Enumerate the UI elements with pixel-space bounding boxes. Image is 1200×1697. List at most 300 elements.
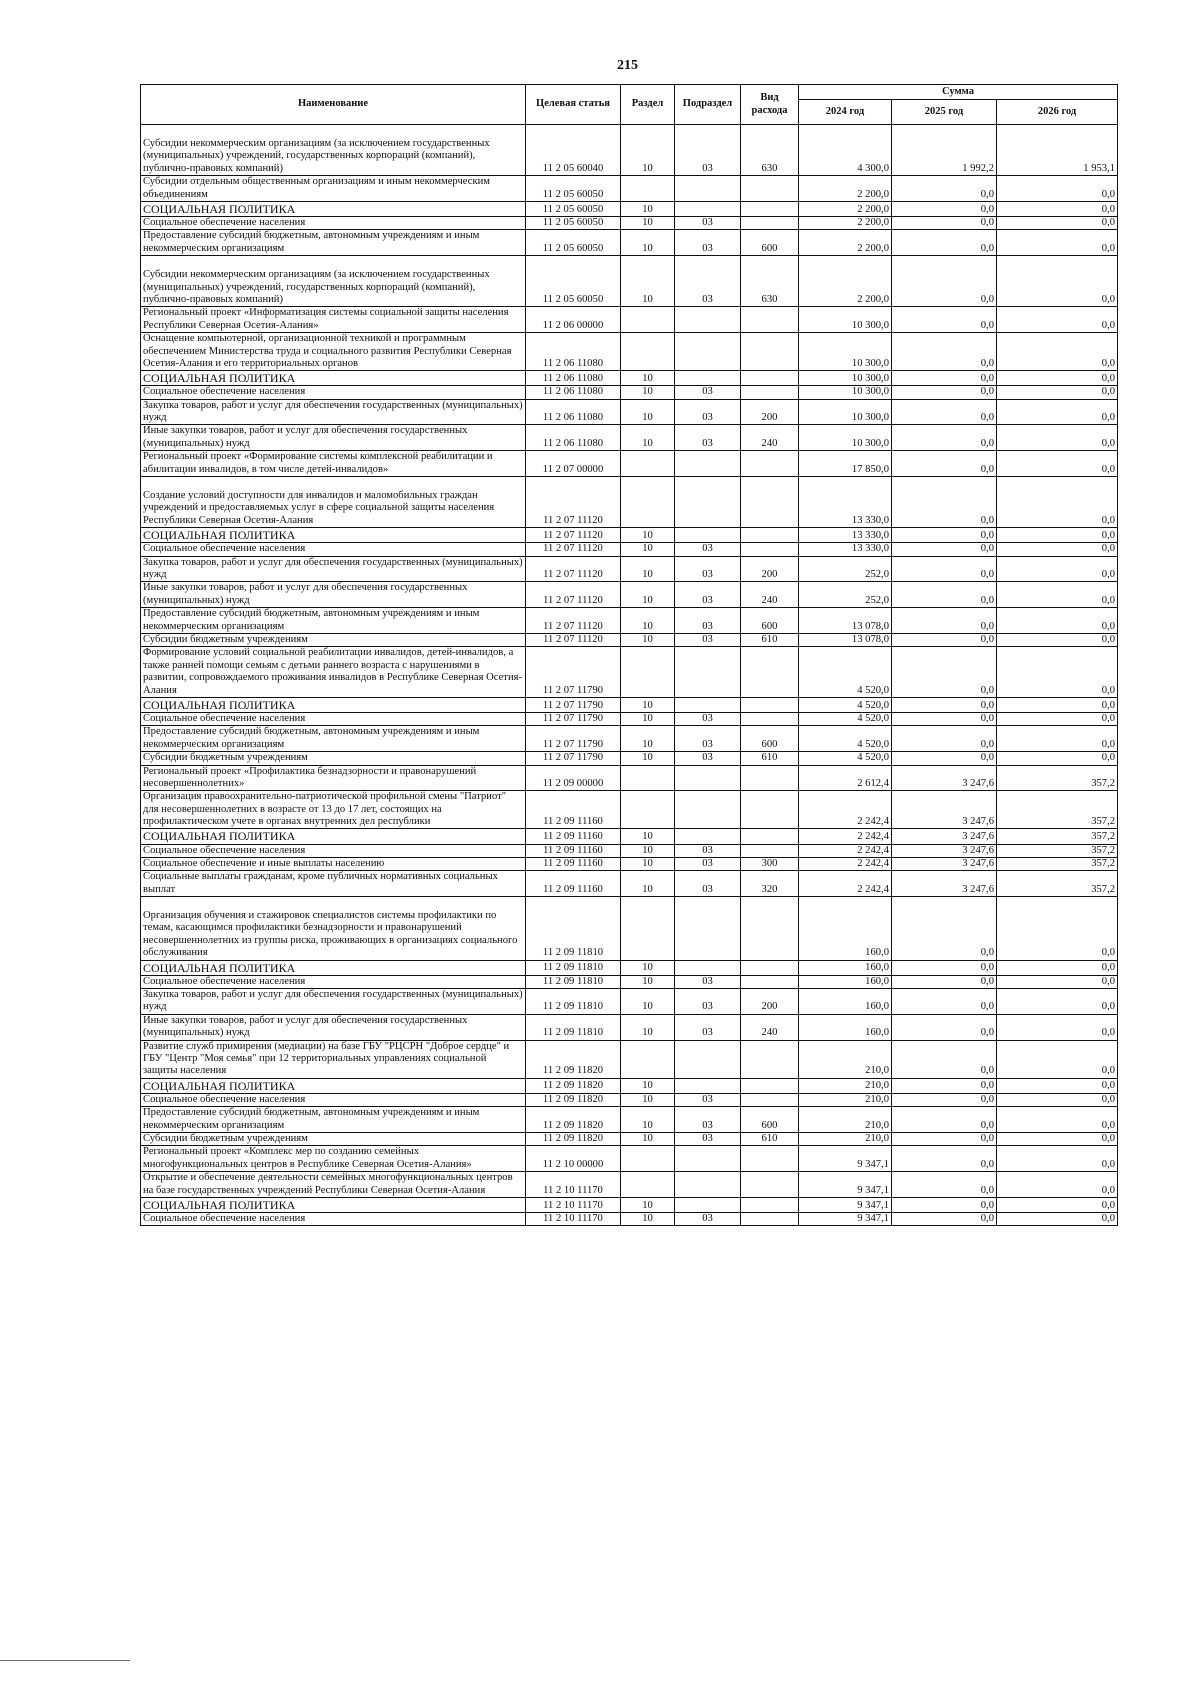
footer-rule [0, 1660, 130, 1661]
cell-2026: 0,0 [997, 1107, 1118, 1133]
budget-table-body [141, 125, 1118, 1226]
cell-target: 11 2 07 11120 [526, 633, 621, 646]
cell-section: 10 [621, 989, 675, 1015]
cell-expense [741, 1212, 799, 1225]
cell-target: 11 2 07 11120 [526, 543, 621, 556]
cell-subsection [675, 791, 741, 829]
cell-target: 11 2 07 11790 [526, 752, 621, 765]
cell-2025: 0,0 [892, 528, 997, 543]
cell-target: 11 2 05 60040 [526, 125, 621, 176]
cell-section: 10 [621, 857, 675, 870]
cell-expense [741, 697, 799, 712]
cell-expense: 610 [741, 1133, 799, 1146]
cell-2024: 210,0 [799, 1093, 892, 1106]
cell-2025: 0,0 [892, 425, 997, 451]
cell-section [621, 791, 675, 829]
cell-name: Социальное обеспечение населения [141, 844, 526, 857]
cell-2024: 2 200,0 [799, 201, 892, 216]
cell-name: Предоставление субсидий бюджетным, автономным учреждениям и иным некоммерческим организациям [141, 230, 526, 256]
cell-2025: 0,0 [892, 556, 997, 582]
cell-2024: 2 200,0 [799, 230, 892, 256]
cell-expense [741, 897, 799, 961]
header-year-2025: 2025 год [892, 100, 997, 125]
header-name: Наименование [141, 85, 526, 125]
cell-name: Иные закупки товаров, работ и услуг для обеспечения государственных (муниципальных) нужд [141, 1014, 526, 1040]
cell-2025: 0,0 [892, 386, 997, 399]
cell-expense [741, 791, 799, 829]
cell-2026: 0,0 [997, 752, 1118, 765]
cell-expense: 200 [741, 556, 799, 582]
cell-2026: 0,0 [997, 975, 1118, 988]
cell-2026: 0,0 [997, 712, 1118, 725]
cell-expense: 320 [741, 871, 799, 897]
cell-section: 10 [621, 697, 675, 712]
cell-2024: 2 200,0 [799, 216, 892, 229]
cell-2024: 160,0 [799, 989, 892, 1015]
table-row [141, 1078, 1118, 1093]
cell-2025: 0,0 [892, 307, 997, 333]
cell-section: 10 [621, 975, 675, 988]
cell-expense [741, 1078, 799, 1093]
cell-section [621, 1172, 675, 1198]
cell-expense: 610 [741, 633, 799, 646]
cell-section: 10 [621, 543, 675, 556]
cell-2026: 357,2 [997, 765, 1118, 791]
table-row [141, 543, 1118, 556]
cell-2025: 0,0 [892, 371, 997, 386]
cell-subsection: 03 [675, 425, 741, 451]
cell-name: Закупка товаров, работ и услуг для обеспечения государственных (муниципальных) нужд [141, 556, 526, 582]
cell-expense [741, 975, 799, 988]
cell-section: 10 [621, 201, 675, 216]
cell-2025: 0,0 [892, 399, 997, 425]
cell-expense [741, 844, 799, 857]
table-row [141, 371, 1118, 386]
table-row [141, 1197, 1118, 1212]
table-row [141, 871, 1118, 897]
cell-section [621, 307, 675, 333]
cell-target: 11 2 06 00000 [526, 307, 621, 333]
cell-section: 10 [621, 425, 675, 451]
cell-2024: 2 242,4 [799, 857, 892, 870]
cell-expense [741, 386, 799, 399]
table-row [141, 425, 1118, 451]
cell-subsection [675, 960, 741, 975]
cell-2026: 0,0 [997, 1093, 1118, 1106]
cell-name: СОЦИАЛЬНАЯ ПОЛИТИКА [141, 829, 526, 844]
table-row [141, 386, 1118, 399]
cell-2026: 0,0 [997, 697, 1118, 712]
cell-subsection: 03 [675, 712, 741, 725]
cell-2024: 10 300,0 [799, 371, 892, 386]
cell-subsection [675, 697, 741, 712]
cell-name: Субсидии бюджетным учреждениям [141, 633, 526, 646]
cell-expense: 610 [741, 752, 799, 765]
cell-2025: 0,0 [892, 1093, 997, 1106]
cell-target: 11 2 10 11170 [526, 1172, 621, 1198]
cell-target: 11 2 07 11120 [526, 608, 621, 634]
cell-subsection: 03 [675, 1212, 741, 1225]
cell-2026: 0,0 [997, 1197, 1118, 1212]
cell-2024: 2 242,4 [799, 829, 892, 844]
cell-target: 11 2 09 11810 [526, 989, 621, 1015]
cell-2024: 13 078,0 [799, 608, 892, 634]
header-subsection: Подраздел [675, 85, 741, 125]
cell-2026: 357,2 [997, 829, 1118, 844]
cell-2025: 0,0 [892, 1014, 997, 1040]
cell-2024: 10 300,0 [799, 425, 892, 451]
cell-section: 10 [621, 1107, 675, 1133]
cell-2026: 0,0 [997, 647, 1118, 698]
cell-subsection: 03 [675, 633, 741, 646]
table-row [141, 477, 1118, 528]
cell-name: СОЦИАЛЬНАЯ ПОЛИТИКА [141, 1078, 526, 1093]
cell-2025: 0,0 [892, 201, 997, 216]
cell-expense [741, 201, 799, 216]
cell-section: 10 [621, 1014, 675, 1040]
cell-2025: 0,0 [892, 752, 997, 765]
cell-2024: 4 520,0 [799, 712, 892, 725]
cell-name: Субсидии отдельным общественным организациям и иным некоммерческим объединениям [141, 176, 526, 202]
cell-2024: 9 347,1 [799, 1172, 892, 1198]
cell-target: 11 2 09 11160 [526, 871, 621, 897]
table-row [141, 1107, 1118, 1133]
cell-name: Иные закупки товаров, работ и услуг для обеспечения государственных (муниципальных) нужд [141, 582, 526, 608]
table-row [141, 857, 1118, 870]
cell-name: Организация правоохранительно-патриотической профильной смены "Патриот" для несовершеннолетних в возрасте от 13 до 17 лет, состоящих на профилактическом учете в органах внутренних дел республики [141, 791, 526, 829]
cell-name: СОЦИАЛЬНАЯ ПОЛИТИКА [141, 960, 526, 975]
cell-2025: 3 247,6 [892, 829, 997, 844]
cell-expense: 240 [741, 425, 799, 451]
cell-expense: 300 [741, 857, 799, 870]
cell-2025: 3 247,6 [892, 857, 997, 870]
header-target: Целевая статья [526, 85, 621, 125]
table-row [141, 752, 1118, 765]
cell-2026: 0,0 [997, 1014, 1118, 1040]
table-row [141, 712, 1118, 725]
cell-target: 11 2 07 11790 [526, 647, 621, 698]
cell-target: 11 2 05 60050 [526, 201, 621, 216]
cell-2025: 0,0 [892, 230, 997, 256]
cell-target: 11 2 10 11170 [526, 1212, 621, 1225]
cell-2024: 10 300,0 [799, 386, 892, 399]
cell-2026: 0,0 [997, 477, 1118, 528]
cell-2026: 0,0 [997, 371, 1118, 386]
cell-2024: 13 078,0 [799, 633, 892, 646]
cell-target: 11 2 09 11160 [526, 791, 621, 829]
cell-2025: 0,0 [892, 216, 997, 229]
cell-name: Закупка товаров, работ и услуг для обеспечения государственных (муниципальных) нужд [141, 399, 526, 425]
table-row [141, 333, 1118, 371]
cell-2024: 210,0 [799, 1040, 892, 1078]
cell-expense [741, 1146, 799, 1172]
cell-expense [741, 176, 799, 202]
table-row [141, 647, 1118, 698]
cell-name: Социальное обеспечение и иные выплаты населению [141, 857, 526, 870]
cell-expense: 630 [741, 125, 799, 176]
table-row [141, 201, 1118, 216]
cell-name: Социальное обеспечение населения [141, 543, 526, 556]
cell-target: 11 2 09 11820 [526, 1093, 621, 1106]
cell-subsection [675, 1172, 741, 1198]
cell-2025: 0,0 [892, 1212, 997, 1225]
table-row [141, 633, 1118, 646]
cell-2024: 210,0 [799, 1107, 892, 1133]
cell-expense: 630 [741, 256, 799, 307]
cell-2024: 160,0 [799, 897, 892, 961]
cell-subsection: 03 [675, 256, 741, 307]
cell-subsection: 03 [675, 386, 741, 399]
cell-section [621, 176, 675, 202]
cell-2026: 0,0 [997, 399, 1118, 425]
cell-target: 11 2 05 60050 [526, 176, 621, 202]
header-sum: Сумма [799, 85, 1118, 100]
cell-2026: 0,0 [997, 1172, 1118, 1198]
cell-2024: 2 200,0 [799, 176, 892, 202]
table-row [141, 897, 1118, 961]
cell-2025: 3 247,6 [892, 765, 997, 791]
cell-subsection [675, 307, 741, 333]
cell-2026: 0,0 [997, 216, 1118, 229]
cell-2026: 0,0 [997, 201, 1118, 216]
cell-2025: 0,0 [892, 176, 997, 202]
cell-2025: 0,0 [892, 726, 997, 752]
cell-target: 11 2 09 11160 [526, 829, 621, 844]
cell-name: Субсидии бюджетным учреждениям [141, 752, 526, 765]
cell-section [621, 477, 675, 528]
cell-expense [741, 543, 799, 556]
cell-section: 10 [621, 216, 675, 229]
cell-name: Субсидии некоммерческим организациям (за исключением государственных (муниципальных) учреждений, государственных корпораций (компаний), публично-правовых компаний) [141, 256, 526, 307]
cell-section [621, 1146, 675, 1172]
cell-2025: 1 992,2 [892, 125, 997, 176]
cell-2024: 17 850,0 [799, 451, 892, 477]
cell-section: 10 [621, 1133, 675, 1146]
cell-subsection [675, 647, 741, 698]
cell-section: 10 [621, 256, 675, 307]
cell-expense: 240 [741, 1014, 799, 1040]
cell-2024: 160,0 [799, 975, 892, 988]
cell-expense: 600 [741, 230, 799, 256]
cell-subsection: 03 [675, 556, 741, 582]
cell-section: 10 [621, 608, 675, 634]
cell-expense [741, 371, 799, 386]
cell-name: Субсидии некоммерческим организациям (за исключением государственных (муниципальных) учреждений, государственных корпораций (компаний), публично-правовых компаний) [141, 125, 526, 176]
cell-target: 11 2 07 11790 [526, 712, 621, 725]
cell-subsection [675, 201, 741, 216]
cell-expense [741, 333, 799, 371]
table-row [141, 556, 1118, 582]
cell-2024: 2 242,4 [799, 844, 892, 857]
cell-section: 10 [621, 556, 675, 582]
cell-2025: 3 247,6 [892, 844, 997, 857]
cell-section: 10 [621, 582, 675, 608]
table-row [141, 829, 1118, 844]
cell-target: 11 2 09 11820 [526, 1107, 621, 1133]
cell-name: Предоставление субсидий бюджетным, автономным учреждениям и иным некоммерческим организациям [141, 608, 526, 634]
table-row [141, 125, 1118, 176]
table-row [141, 399, 1118, 425]
cell-2024: 160,0 [799, 960, 892, 975]
cell-name: Открытие и обеспечение деятельности семейных многофункциональных центров на базе государственных учреждений Республики Северная Осетия-Алания [141, 1172, 526, 1198]
cell-2025: 0,0 [892, 477, 997, 528]
cell-expense: 600 [741, 726, 799, 752]
cell-name: Социальные выплаты гражданам, кроме публичных нормативных социальных выплат [141, 871, 526, 897]
cell-target: 11 2 09 11160 [526, 844, 621, 857]
cell-name: СОЦИАЛЬНАЯ ПОЛИТИКА [141, 371, 526, 386]
cell-section: 10 [621, 871, 675, 897]
cell-name: Социальное обеспечение населения [141, 975, 526, 988]
table-row [141, 1093, 1118, 1106]
cell-subsection: 03 [675, 752, 741, 765]
cell-target: 11 2 07 11120 [526, 477, 621, 528]
header-year-2024: 2024 год [799, 100, 892, 125]
cell-2026: 0,0 [997, 307, 1118, 333]
cell-2025: 0,0 [892, 1040, 997, 1078]
cell-target: 11 2 06 11080 [526, 371, 621, 386]
cell-2026: 0,0 [997, 451, 1118, 477]
cell-section: 10 [621, 125, 675, 176]
cell-subsection: 03 [675, 1133, 741, 1146]
cell-section: 10 [621, 386, 675, 399]
cell-target: 11 2 06 11080 [526, 399, 621, 425]
cell-section: 10 [621, 960, 675, 975]
header-expense: Вид расхода [741, 85, 799, 125]
cell-2026: 0,0 [997, 1146, 1118, 1172]
cell-subsection: 03 [675, 399, 741, 425]
cell-name: Социальное обеспечение населения [141, 386, 526, 399]
cell-2024: 160,0 [799, 1014, 892, 1040]
cell-2026: 0,0 [997, 1040, 1118, 1078]
cell-section: 10 [621, 371, 675, 386]
cell-name: Социальное обеспечение населения [141, 712, 526, 725]
cell-section: 10 [621, 752, 675, 765]
cell-2026: 0,0 [997, 333, 1118, 371]
cell-2024: 10 300,0 [799, 307, 892, 333]
cell-target: 11 2 09 11810 [526, 960, 621, 975]
table-row [141, 1146, 1118, 1172]
cell-2025: 3 247,6 [892, 871, 997, 897]
cell-2024: 13 330,0 [799, 528, 892, 543]
cell-2025: 0,0 [892, 960, 997, 975]
cell-target: 11 2 09 00000 [526, 765, 621, 791]
cell-expense [741, 216, 799, 229]
table-row [141, 765, 1118, 791]
cell-subsection: 03 [675, 726, 741, 752]
cell-2024: 9 347,1 [799, 1212, 892, 1225]
cell-section: 10 [621, 528, 675, 543]
table-row [141, 1172, 1118, 1198]
cell-2024: 252,0 [799, 556, 892, 582]
header-section: Раздел [621, 85, 675, 125]
cell-subsection: 03 [675, 989, 741, 1015]
cell-2024: 10 300,0 [799, 399, 892, 425]
cell-target: 11 2 05 60050 [526, 230, 621, 256]
cell-target: 11 2 06 11080 [526, 333, 621, 371]
cell-2024: 252,0 [799, 582, 892, 608]
table-row [141, 608, 1118, 634]
cell-2026: 0,0 [997, 582, 1118, 608]
cell-name: Субсидии бюджетным учреждениям [141, 1133, 526, 1146]
cell-subsection [675, 1078, 741, 1093]
cell-2024: 4 520,0 [799, 647, 892, 698]
cell-name: Иные закупки товаров, работ и услуг для обеспечения государственных (муниципальных) нужд [141, 425, 526, 451]
cell-2025: 0,0 [892, 543, 997, 556]
cell-subsection [675, 333, 741, 371]
cell-subsection: 03 [675, 975, 741, 988]
cell-subsection: 03 [675, 857, 741, 870]
cell-target: 11 2 09 11160 [526, 857, 621, 870]
cell-subsection: 03 [675, 844, 741, 857]
cell-2024: 4 300,0 [799, 125, 892, 176]
cell-name: Организация обучения и стажировок специалистов системы профилактики по темам, касающимся профилактики безнадзорности и правонарушений несовершеннолетних из группы риска, проживающих в организациях социального обслуживания [141, 897, 526, 961]
cell-section: 10 [621, 829, 675, 844]
cell-target: 11 2 07 11120 [526, 582, 621, 608]
cell-name: Региональный проект «Информатизация системы социальной защиты населения Республики Северная Осетия-Алания» [141, 307, 526, 333]
cell-section [621, 333, 675, 371]
cell-target: 11 2 09 11810 [526, 975, 621, 988]
table-row [141, 1212, 1118, 1225]
cell-section: 10 [621, 726, 675, 752]
cell-2025: 0,0 [892, 333, 997, 371]
table-row [141, 528, 1118, 543]
cell-subsection: 03 [675, 871, 741, 897]
cell-2026: 0,0 [997, 230, 1118, 256]
cell-section [621, 1040, 675, 1078]
cell-2024: 2 242,4 [799, 871, 892, 897]
cell-2026: 0,0 [997, 528, 1118, 543]
cell-2025: 0,0 [892, 1078, 997, 1093]
cell-section: 10 [621, 1093, 675, 1106]
cell-expense [741, 829, 799, 844]
cell-expense [741, 765, 799, 791]
table-row [141, 697, 1118, 712]
cell-target: 11 2 09 11820 [526, 1040, 621, 1078]
cell-target: 11 2 07 00000 [526, 451, 621, 477]
table-row [141, 582, 1118, 608]
cell-2024: 4 520,0 [799, 726, 892, 752]
cell-2025: 0,0 [892, 989, 997, 1015]
cell-2026: 357,2 [997, 791, 1118, 829]
cell-name: Оснащение компьютерной, организационной техникой и программным обеспечением Министерства труда и социального развития Республики Северная Осетия-Алания и его территориальных органов [141, 333, 526, 371]
cell-expense [741, 1172, 799, 1198]
table-row [141, 216, 1118, 229]
table-row [141, 451, 1118, 477]
table-row [141, 307, 1118, 333]
cell-name: Социальное обеспечение населения [141, 1093, 526, 1106]
table-row [141, 844, 1118, 857]
cell-2026: 0,0 [997, 386, 1118, 399]
cell-name: СОЦИАЛЬНАЯ ПОЛИТИКА [141, 528, 526, 543]
cell-section [621, 451, 675, 477]
cell-target: 11 2 10 00000 [526, 1146, 621, 1172]
cell-name: Региональный проект «Комплекс мер по созданию семейных многофункциональных центров в Республике Северная Осетия-Алания» [141, 1146, 526, 1172]
cell-section: 10 [621, 712, 675, 725]
cell-expense [741, 647, 799, 698]
cell-section: 10 [621, 399, 675, 425]
cell-subsection [675, 829, 741, 844]
cell-expense [741, 477, 799, 528]
cell-2026: 0,0 [997, 608, 1118, 634]
cell-2024: 210,0 [799, 1133, 892, 1146]
cell-section: 10 [621, 1197, 675, 1212]
cell-2026: 1 953,1 [997, 125, 1118, 176]
page-number: 215 [617, 58, 638, 73]
cell-subsection: 03 [675, 608, 741, 634]
cell-expense [741, 1197, 799, 1212]
cell-target: 11 2 07 11790 [526, 697, 621, 712]
cell-expense: 600 [741, 1107, 799, 1133]
